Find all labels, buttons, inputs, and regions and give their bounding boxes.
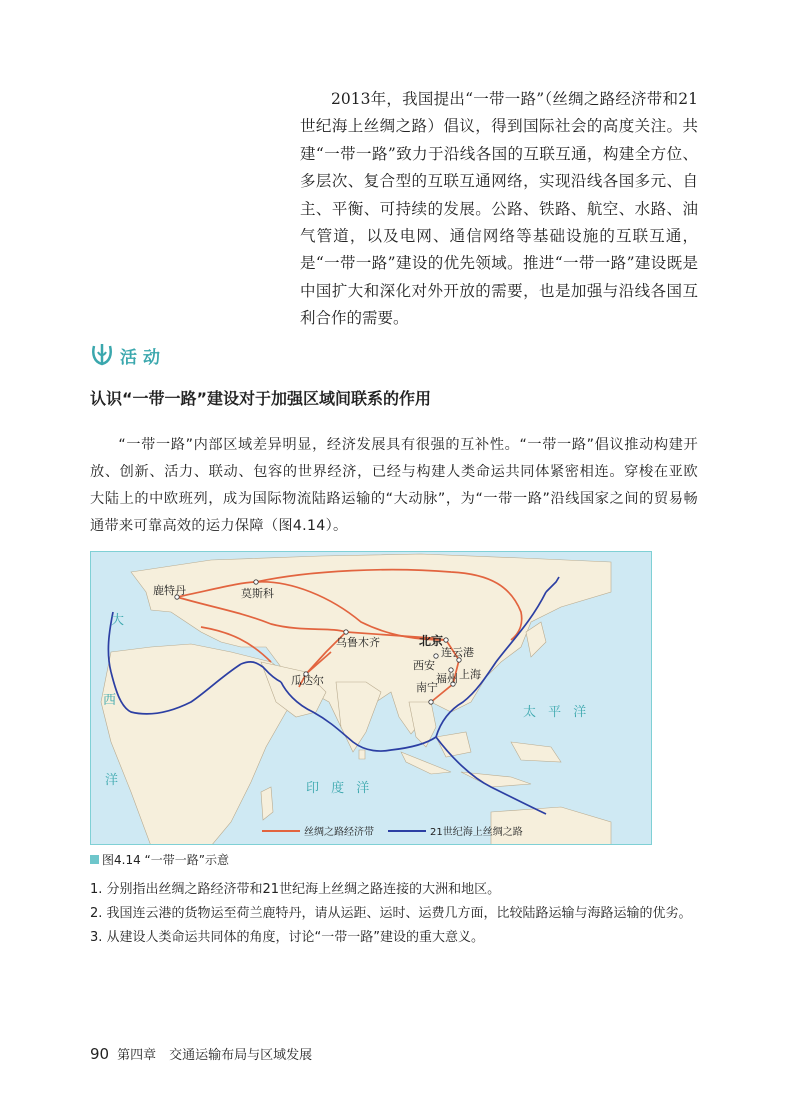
page-footer	[90, 1044, 312, 1063]
city-moscow: 莫斯科	[241, 587, 274, 600]
belt-road-map	[90, 551, 652, 845]
ocean-atlantic-2: 西	[103, 693, 117, 708]
ocean-atlantic-1: 大	[111, 613, 125, 628]
city-urumqi: 乌鲁木齐	[336, 636, 380, 649]
ocean-pacific: 太 平 洋	[523, 705, 591, 720]
chapter-title: 第四章 交通运输布局与区域发展	[117, 1048, 313, 1063]
legend-silk-road	[262, 823, 374, 838]
city-rotterdam: 鹿特丹	[153, 584, 186, 597]
activity-icon	[90, 342, 114, 368]
legend-maritime-label: 21世纪海上丝绸之路	[430, 827, 523, 838]
city-beijing: 北京	[419, 634, 444, 648]
city-nanning: 南宁	[416, 681, 438, 694]
city-fuzhou: 福州	[436, 672, 458, 685]
legend-silk-road-label: 丝绸之路经济带	[304, 827, 374, 838]
city-shanghai: 上海	[459, 668, 481, 681]
legend-maritime	[388, 823, 523, 838]
intro-paragraph: 2013年，我国提出“一带一路”（丝绸之路经济带和21世纪海上丝绸之路）倡议，得到国际社会的高度关注。共建“一带一路”致力于沿线各国的互联互通，构建全方位、多层次、复合型的互联互通网络，实现沿线各国多元、自主、平衡、可持续的发展。公路、铁路、航空、水路、油气管道，以及电网、通信网络等基础设施的互联互通，是“一带一路”建设的优先领域。推进“一带一路”建设既是中国扩大和深化对外开放的需要，也是加强与沿线各国互利合作的需要。	[300, 90, 698, 328]
activity-body: “一带一路”内部区域差异明显，经济发展具有很强的互补性。“一带一路”倡议推动构建开放、创新、活力、联动、包容的世界经济，已经与构建人类命运共同体紧密相连。穿梭在亚欧大陆上的中欧班列，成为国际物流陆路运输的“大动脉”，为“一带一路”沿线国家之间的贸易畅通带来可靠高效的运力保障（图4.14）。	[90, 437, 698, 534]
question-1: 1. 分别指出丝绸之路经济带和21世纪海上丝绸之路连接的大洲和地区。	[90, 882, 501, 897]
legend-maritime-line	[388, 830, 426, 832]
city-gwadar: 瓜达尔	[291, 674, 324, 687]
caption-marker-icon	[90, 855, 99, 864]
question-3: 3. 从建设人类命运共同体的角度，讨论“一带一路”建设的重大意义。	[90, 930, 485, 945]
ocean-indian: 印 度 洋	[306, 781, 374, 796]
city-lianyungang: 连云港	[441, 646, 474, 659]
figure-caption	[90, 851, 229, 868]
activity-title: 活动	[120, 347, 166, 368]
activity-subtitle: 认识“一带一路”建设对于加强区域间联系的作用	[90, 389, 432, 408]
questions-list	[90, 878, 710, 950]
page-number: 90	[90, 1045, 110, 1063]
map-legend	[262, 823, 537, 838]
figure-caption-text: 图4.14 “一带一路”示意	[102, 853, 229, 867]
legend-silk-road-line	[262, 830, 300, 832]
question-2: 2. 我国连云港的货物运至荷兰鹿特丹，请从运距、运时、运费几方面，比较陆路运输与海路运输的优劣。	[90, 906, 692, 921]
city-xian: 西安	[413, 659, 435, 672]
ocean-atlantic-3: 洋	[105, 773, 119, 788]
activity-header	[90, 340, 166, 370]
